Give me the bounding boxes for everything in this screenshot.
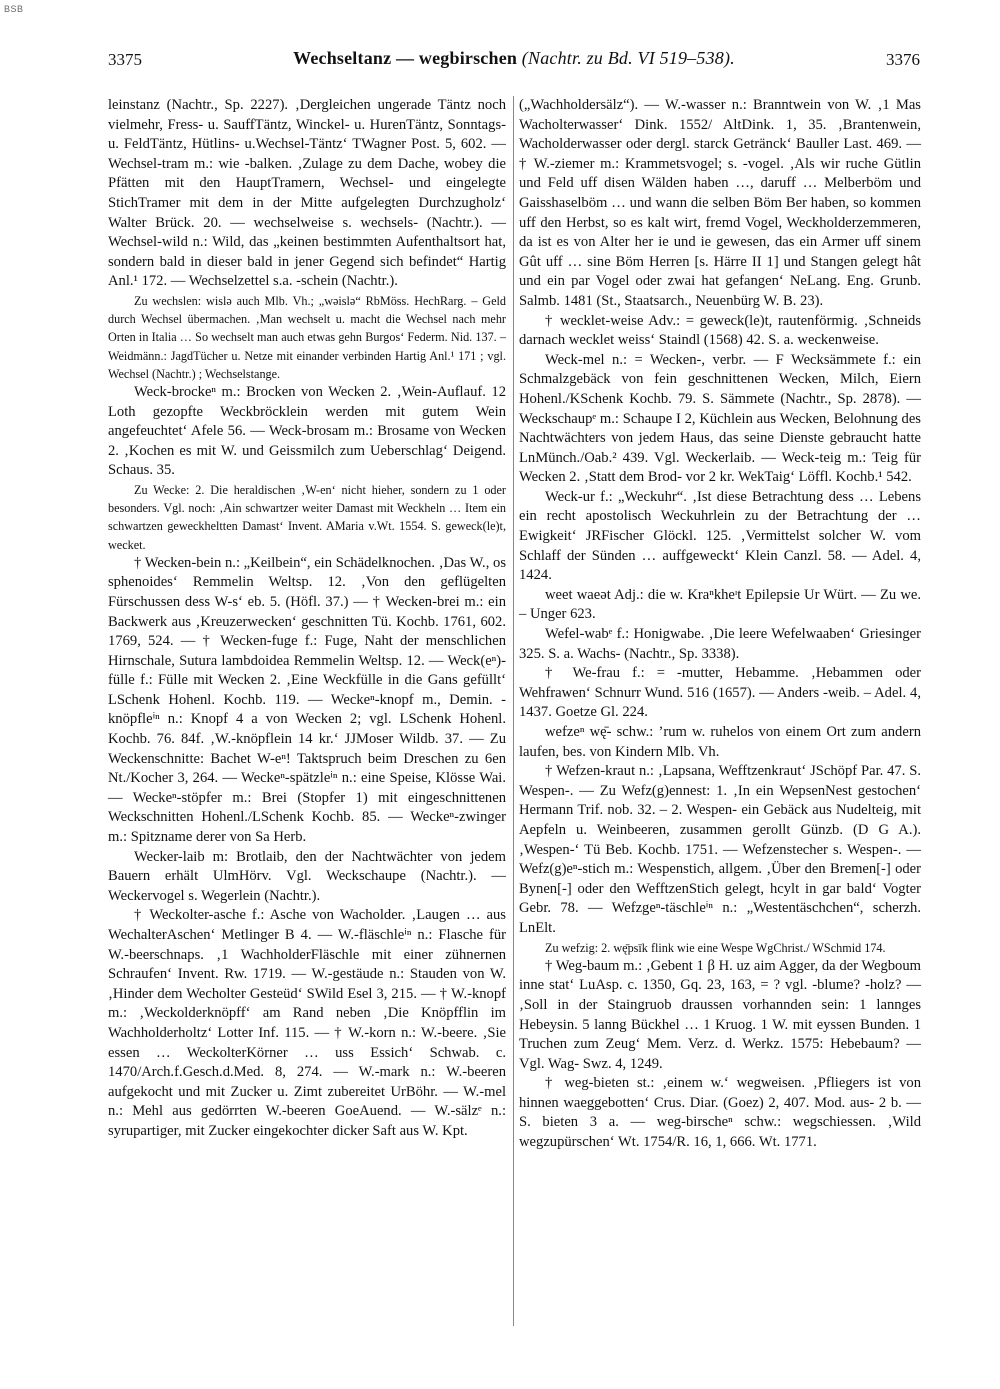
entry-paragraph: † Wefzen-kraut n.: ‚Lapsana, Wefftzenkraut‘ JSchöpf Par. 47. S. Wespen-. — Zu Wefz(g)ennest: 1. ‚In ein WepsenNest gestochen‘ Hermann Trif. nob. 32. – 2. Wespen- ein Gebäck aus Nudelteig, mit Aepfeln u. Weinbeeren, zusammen gerollt Günzb. (D G A.). ‚Wespen-‘ Tü Beb. Kochb. 1751. — Wefzenstecher s. Wespen-. — Wefz(g)eⁿ-stich m.: Wespenstich, allgem. ‚Über den Bremen[-] oder Bynen[-] oder den WefftzenStich gelegt, hcylt in gar bald‘ Vogter Gebr. 78. — Wefzgeⁿ-täschleⁱⁿ n.: „Westentäschchen“, scherzh. LnElt. xyxy=(519,763,921,936)
entry-paragraph: Wefel-wabᵉ f.: Honigwabe. ‚Die leere Wefelwaaben‘ Griesinger 325. S. a. Wachs- (Nachtr., Sp. 3338). xyxy=(519,626,921,662)
entry-paragraph: Zu wechslen: wislə auch Mlb. Vh.; „wəislə“ RbMöss. HechRarg. – Geld durch Wechsel übermachen. ‚Man wechselt u. macht die Wechsel nach mehr Orten in Italia … So wechselt man auch etwas gehn Burgos‘ Federm. Nid. 137. – Weidmänn.: JagdTücher u. Netze mit einander verbinden Hartig Anl.¹ 171 ; vgl. Wechsel (Nachtr.) ; Wechselstange. xyxy=(108,293,506,381)
entry-paragraph: † Weg-baum m.: ‚Gebent 1 β H. uz aim Agger, da der Wegboum inne stat‘ LuAsp. c. 1350, Gq. 23, 163, = ? vgl. -blume? -holz? — ‚Soll in der Staingruob draussen vorhannden sein: 1 lannges Hebeysin. 5 lanng Bückhel … 1 Kruog. 1 W. mit eyssen Bunden. 1 Truchen zum Zeug‘ Mem. Verz. d. Werkz. 1575: Hebebaum? — Vgl. Wag- Swz. 4, 1249. xyxy=(519,957,921,1072)
running-title-headwords: Wechseltanz — wegbirschen xyxy=(293,48,518,68)
entry-paragraph: („Wachholdersälz“). — W.-wasser n.: Branntwein von W. ‚1 Mas Wacholterwasser‘ Dink. 1552/ AltDink. 1, 35. ‚Brantenwein, Wacholderwasser oder dergl. starck Getränck‘ Bauller Last. 469. — † W.-ziemer m.: Krammetsvogel; s. -vogel. ‚Als wir ruche Gütlin und Feld uff disen Wälden haben …, daruff … Melberböm und Gaisshaselböm … und wann die selben Böm Ber haben, so kommen uff den Herbst, so es kalt wirt, fremd Vogel, Weckholderzemmeren, da ist es von Alter her ie und ie gewesen, das ein Armer uff sinem Gût uff … sine Böm Herren [s. Härre II 1] und Stangen gelegt hât und ein par Vogel oder zwai hat gefangen‘ NeLang. Eng. Grunb. Salmb. 1481 (St., Staatsarch., Neuenbürg W. B. 23). xyxy=(519,97,921,309)
column-divider xyxy=(513,96,514,1326)
page-number-right: 3376 xyxy=(886,50,920,69)
running-title xyxy=(108,48,920,69)
entry-paragraph: Zu Wecke: 2. Die heraldischen ‚W-en‘ nicht hieher, sondern zu 1 oder besonders. Vgl. noch: ‚Ain schwartzer weiter Damast mit Weckheln … Item ein schwartzen geweckheltten Damast‘ Invent. AMaria v.Wt. 1554. S. geweck(le)t, wecket. xyxy=(108,482,506,552)
library-stamp: BSB xyxy=(4,4,24,14)
entry-paragraph: Weck-mel n.: = Wecken-, verbr. — F Wecksämmete f.: ein Schmalzgebäck von fein geschnittenen Wecken, Milch, Eiern Hohenl./KSchenk Kochb. 79. S. Sämmete (Nachtr., Sp. 2878). — Weckschaupᵉ m.: Schaupe I 2, Küchlein aus Wecken, Belohnung des Nachtwächters von jedem Haus, das seine Dienste gebraucht hatte LnMünch./Oab.² 439. Vgl. Weckerlaib. — Weck-teig m.: Teig für Wecken 2. ‚Statt dem Brod- vor 2 kr. WekTaig‘ Löffl. Kochb.¹ 542. xyxy=(519,351,921,486)
entry-paragraph: Wecker-laib m: Brotlaib, den der Nachtwächter von jedem Bauern erhält UlmHörv. Vgl. Weckschaupe (Nachtr.). — Weckervogel s. Wegerlein (Nachtr.). xyxy=(108,848,506,904)
right-column xyxy=(519,96,921,1153)
page-header xyxy=(108,44,920,74)
entry-paragraph: † wecklet-weise Adv.: = geweck(le)t, rautenförmig. ‚Schneids darnach wecklet weiss‘ Staindl (1568) 42. S. a. weckenweise. xyxy=(519,312,921,349)
entry-paragraph: leinstanz (Nachtr., Sp. 2227). ‚Dergleichen ungerade Täntz noch vielmehr, Fress- u. SauffTäntz, Winckel- u. HurenTäntz, Sonntags- u. FeldTäntz, Hütlins- u.Wechsel-Täntz‘ TWagner Post. 5, 602. — Wechsel-tram m.: wie -balken. ‚Zulage zu dem Dache, wobey die Pfätten mit den HauptTramern, Wechsel- und eingelegte StichTramer mit dem in der Mitte aufgelegten Durchzugholz‘ Walter Brück. 20. — wechselweise s. wechsels- (Nachtr.). — Wechsel-wild n.: Wild, das „keinen bestimmten Aufenthaltsort hat, sondern bald in dieser bald in jener Gegend sich befindet“ Hartig Anl.¹ 172. — Wechselzettel s.a. -schein (Nachtr.). xyxy=(108,97,506,290)
entry-paragraph: † We-frau f.: = -mutter, Hebamme. ‚Hebammen oder Wehfrawen‘ Schnurr Wund. 516 (1657). — Anders -weib. – Adel. 4, 1437. Goetze Gl. 224. xyxy=(519,665,921,721)
entry-paragraph: wefzeⁿ wę̄- schw.: ’rum w. ruhelos von einem Ort zum andern laufen, bes. von Kindern Mlb. Vh. xyxy=(519,724,921,760)
entry-paragraph: † Wecken-bein n.: „Keilbein“, ein Schädelknochen. ‚Das W., os sphenoides‘ Remmelin Weltsp. 12. ‚Von den geflügelten Fürschussen dess W-s‘ eb. 5. (Höfl. 37.) — † Wecken-brei m.: ein Backwerk aus ‚Kreuzerwecken‘ geschnitten Tü. Kochb. 1761, 602. 1769, 524. — † Wecken-fuge f.: Fuge, Naht der menschlichen Hirnschale, Sutura lambdoidea Remmelin Weltsp. 12. — Weck(eⁿ)-fülle f.: Fülle mit Wecken 2. ‚Eine Weckfülle in die Gans gefüllt‘ LSchenk Hohenl. Kochb. 119. — Weckeⁿ-knopf m., Demin. -knöpfleⁱⁿ n.: Knopf 4 a von Wecken 2; vgl. LSchenk Hohenl. Kochb. 76. 84f. ‚W.-knöpflein 14 kr.‘ JJMoser Wildb. 37. — Zu Weckenschnitte: Bachet W-eⁿ! Taktspruch beim Dreschen zu 6en Nt./Kocher 3, 264. — Weckeⁿ-spätzleⁱⁿ n.: eine Speise, Klösse Wai. — Weckeⁿ-stöpfer m.: Brei (Stopfer 1) mit eingeschnittenen Weckschnitten Hohenl./LSchenk Kochb. 85. — Weckeⁿ-zwinger m.: Spitzname derer von Sa Herb. xyxy=(108,554,506,846)
entry-paragraph: Weck-ur f.: „Weckuhr“. ‚Ist diese Betrachtung dess … Lebens ein recht apostolisch Weckuhrlein zu der Betrachtung der … Ewigkeit‘ JRFischer Glöckl. 125. ‚Vermittelst solcher W. vom Schlaff der Sünden … auffgeweckt‘ Klein Canzl. 58. — Adel. 4, 1424. xyxy=(519,488,921,584)
entry-paragraph: Zu wefzig: 2. wę̄psīk flink wie eine Wespe WgChrist./ WSchmid 174. xyxy=(545,940,886,955)
left-column xyxy=(108,96,506,1142)
entry-paragraph: † Weckolter-asche f.: Asche von Wacholder. ‚Laugen … aus WechalterAschen‘ Metlinger B 4. — W.-fläschleⁱⁿ n.: Flasche für W.-beerschnaps. ‚1 WachholderFläschle mit einer zühnernen Schraufen‘ Invent. Rw. 1719. — W.-gestäude n.: Stauden von W. ‚Hinder dem Wecholter Gesteüd‘ SWild Esel 3, 215. — † W.-knopf m.: ‚Weckolderknöpff‘ am Rand neben ‚Die Knöpfflin im Wachholderholtz‘ Lotter Inf. 115. — † W.-korn n.: W.-beere. ‚Sie essen … WeckolterKörner … uss Essich‘ Schwab. c. 1470/Arch.f.Gesch.d.Med. 8, 274. — W.-mark n.: W.-beeren aufgekocht und mit Zucker u. Zimt zubereitet UrBöhr. — W.-mel n.: Mehl aus gedörrten W.-beeren GoeAuend. — W.-sälzᵉ n.: syrupartiger, mit Zucker eingekochter dicker Saft aus W. Kpt. xyxy=(108,907,506,1139)
entry-paragraph: Weck-brockeⁿ m.: Brocken von Wecken 2. ‚Wein-Auflauf. 12 Loth gezopfte Weckbröcklein werden mit gutem Wein angefeuchtet‘ Afele 56. — Weck-brosam m.: Brosame von Wecken 2. ‚Kochen es mit W. und Geissmilch zum Ueberschlag‘ Deigend. Schaus. 35. xyxy=(108,383,506,479)
entry-paragraph: † weg-bieten st.: ‚einem w.‘ wegweisen. ‚Pfliegers ist von hinnen waeggebotten‘ Crus. Diar. (Goez) 2, 407. Mod. aus- 2 b. — S. bieten 3 a. — weg-birscheⁿ schw.: wegschiessen. ‚Wild wegzupürschen‘ Wt. 1754/R. 16, 1, 666. Wt. 1771. xyxy=(519,1075,921,1151)
running-title-supplement: (Nachtr. zu Bd. VI 519–538). xyxy=(521,48,735,68)
page-number-left: 3375 xyxy=(108,50,142,69)
entry-paragraph: weet waeət Adj.: die w. Kraⁿkheᶦt Epilepsie Ur Würt. — Zu we. – Unger 623. xyxy=(519,586,921,623)
